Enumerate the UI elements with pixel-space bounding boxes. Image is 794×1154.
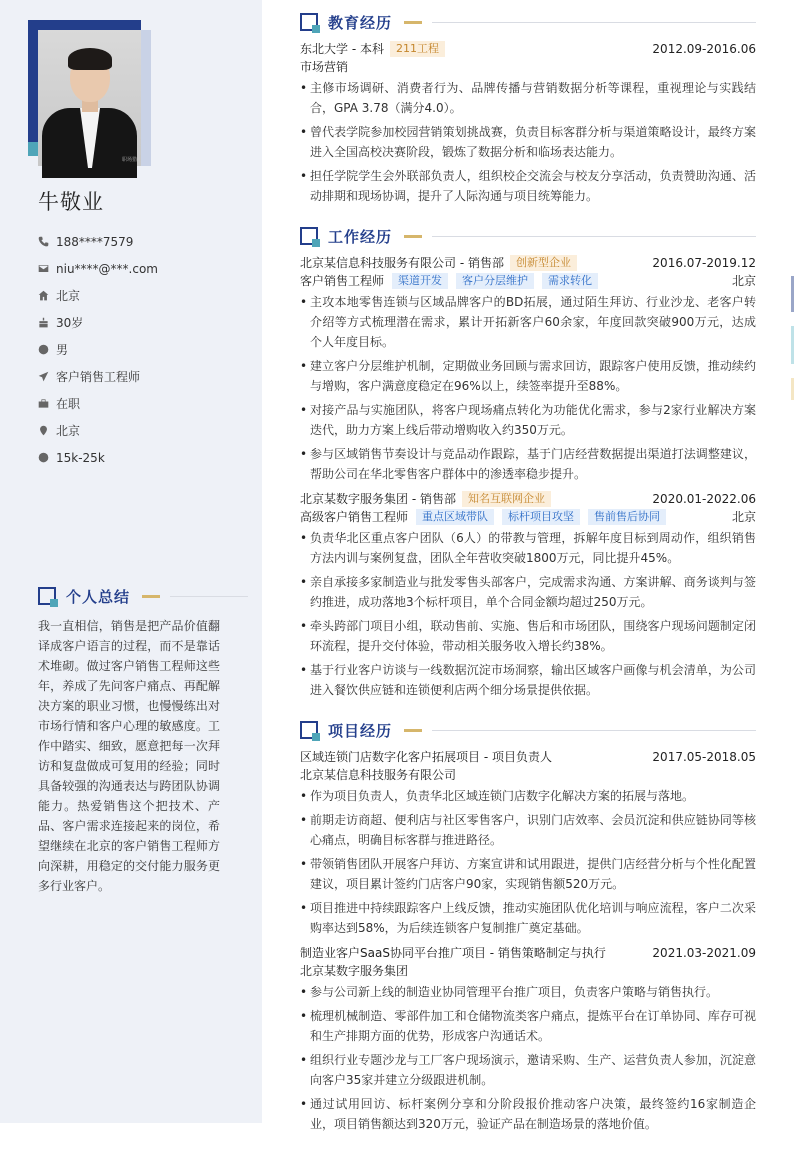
home-icon <box>38 290 56 301</box>
project-date: 2017.05-2018.05 <box>652 750 756 764</box>
salary-icon <box>38 452 56 463</box>
location-icon <box>38 425 56 436</box>
education-section <box>300 12 756 206</box>
school-name: 东北大学 - 本科 <box>300 42 384 56</box>
job-city: 北京 <box>731 510 756 524</box>
info-phone: 188****7579 <box>38 228 248 255</box>
section-square-icon <box>300 13 318 31</box>
list-item: • 主修市场调研、消费者行为、品牌传播与营销数据分析等课程，重视理论与实践结合，GPA 3.78（满分4.0）。 <box>300 78 756 118</box>
gender-icon <box>38 344 56 355</box>
list-item: • 参与区域销售节奏设计与竞品动作跟踪，基于门店经营数据提出渠道打法调整建议，帮助公司在华北零售客户群体中的渗透率稳步提升。 <box>300 444 756 484</box>
section-square-icon <box>300 227 318 245</box>
project-bullets <box>300 982 756 1134</box>
list-item: • 曾代表学院参加校园营销策划挑战赛，负责目标客群分析与渠道策略设计，最终方案进入全国高校决赛阶段，锻炼了数据分析和临场表达能力。 <box>300 122 756 162</box>
skill-tag: 重点区域带队 <box>416 509 494 525</box>
project-org: 北京某信息科技服务有限公司 <box>300 768 457 782</box>
info-status: 在职 <box>38 390 248 417</box>
section-divider <box>432 236 756 237</box>
list-item: • 担任学院学生会外联部负责人，组织校企交流会与校友分享活动，负责赞助沟通、活动排期和现场协调，提升了人际沟通与项目统筹能力。 <box>300 166 756 206</box>
skill-tag: 渠道开发 <box>392 273 448 289</box>
list-item: • 带领销售团队开展客户拜访、方案宣讲和试用跟进，提供门店经营分析与个性化配置建议，项目累计签约门店客户90家，实现销售额520万元。 <box>300 854 756 894</box>
project-name: 区域连锁门店数字化客户拓展项目 - 项目负责人 <box>300 750 552 764</box>
sidebar <box>0 0 262 1123</box>
skill-tag: 客户分层维护 <box>456 273 534 289</box>
list-item: • 通过试用回访、标杆案例分享和分阶段报价推动客户决策，最终签约16家制造企业，项目销售额达到320万元，验证产品在制造场景的落地价值。 <box>300 1094 756 1134</box>
project-name: 制造业客户SaaS协同平台推广项目 - 销售策略制定与执行 <box>300 946 606 960</box>
section-title: 教育经历 <box>328 13 393 32</box>
major: 市场营销 <box>300 60 349 74</box>
list-item: • 亲自承接多家制造业与批发零售头部客户，完成需求沟通、方案讲解、商务谈判与签约推进，成功落地3个标杆项目，单个合同金额均超过250万元。 <box>300 572 756 612</box>
photo-watermark: 职场猎 <box>121 157 137 163</box>
section-gold-bar <box>404 21 422 24</box>
list-item: • 主攻本地零售连锁与区域品牌客户的BD拓展，通过陌生拜访、行业沙龙、老客户转介绍等方式梳理潜在需求，累计开拓新客户60余家，年度回款突破900万元，达成个人年度目标。 <box>300 292 756 352</box>
education-bullets <box>300 78 756 206</box>
company-name: 北京某数字服务集团 - 销售部 <box>300 492 456 506</box>
section-square-icon <box>38 587 56 605</box>
work-date: 2020.01-2022.06 <box>652 492 756 506</box>
work-bullets <box>300 528 756 700</box>
info-email: niu****@***.com <box>38 255 248 282</box>
info-home: 北京 <box>38 282 248 309</box>
phone-icon <box>38 236 56 247</box>
list-item: • 梳理机械制造、零部件加工和仓储物流类客户痛点，提炼平台在订单协同、库存可视和生产排期方面的优势，形成客户沟通话术。 <box>300 1006 756 1046</box>
section-gold-bar <box>142 595 160 598</box>
list-item: • 基于行业客户访谈与一线数据沉淀市场洞察，输出区域客户画像与机会清单，为公司进入餐饮供应链和连锁便利店两个细分场景提供依据。 <box>300 660 756 700</box>
education-section-header <box>300 12 756 32</box>
company-tag: 创新型企业 <box>510 255 577 271</box>
send-icon <box>38 371 56 382</box>
project-section <box>300 720 756 1134</box>
list-item: • 前期走访商超、便利店与社区零售客户，识别门店效率、会员沉淀和供应链协同等核心痛点，明确目标客群与推进路径。 <box>300 810 756 850</box>
company-tag: 知名互联网企业 <box>462 491 551 507</box>
list-item: • 参与公司新上线的制造业协同管理平台推广项目，负责客户策略与销售执行。 <box>300 982 756 1002</box>
info-age: 30岁 <box>38 309 248 336</box>
education-date: 2012.09-2016.06 <box>652 42 756 56</box>
summary-text: 我一直相信，销售是把产品价值翻译成客户语言的过程，而不是靠话术堆砌。做过客户销售工程师这些年，养成了先问客户痛点、再配解决方案的职业习惯，也慢慢练出对市场行情和客户心理的敏感度。工作中踏实、细致，愿意把每一次拜访和复盘做成可复用的经验；同时具备较强的沟通表达与跨团队协调能力。热爱销售这个把技术、产品、客户需求连接起来的岗位，希望继续在北京的客户销售工程师方向深耕，用稳定的交付能力服务更多行业客户。 <box>38 619 220 893</box>
work-entry <box>300 254 756 484</box>
skill-tag: 需求转化 <box>542 273 598 289</box>
project-org: 北京某数字服务集团 <box>300 964 409 978</box>
section-divider <box>170 596 248 597</box>
company-name: 北京某信息科技服务有限公司 - 销售部 <box>300 256 504 270</box>
section-gold-bar <box>404 729 422 732</box>
section-divider <box>432 22 756 23</box>
edge-marks <box>790 276 794 400</box>
list-item: • 组织行业专题沙龙与工厂客户现场演示，邀请采购、生产、运营负责人参加，沉淀意向客户35家并建立分级跟进机制。 <box>300 1050 756 1090</box>
project-bullets <box>300 786 756 938</box>
list-item: • 负责华北区重点客户团队（6人）的带教与管理，拆解年度目标到周动作，组织销售方法内训与案例复盘，团队全年营收突破1800万元，同比提升45%。 <box>300 528 756 568</box>
skill-tag: 标杆项目攻坚 <box>502 509 580 525</box>
skill-tag: 售前售后协同 <box>588 509 666 525</box>
work-section-header <box>300 226 756 246</box>
section-square-icon <box>300 721 318 739</box>
project-entry <box>300 944 756 1134</box>
list-item: • 建立客户分层维护机制，定期做业务回顾与需求回访，跟踪客户使用反馈，推动续约与增购，客户满意度稳定在96%以上，续签率提升至88%。 <box>300 356 756 396</box>
section-divider <box>432 730 756 731</box>
summary-section-header <box>38 586 248 606</box>
project-entry <box>300 748 756 938</box>
section-title: 工作经历 <box>328 227 393 246</box>
info-position: 客户销售工程师 <box>38 363 248 390</box>
job-city: 北京 <box>731 274 756 288</box>
section-title: 项目经历 <box>328 721 393 740</box>
project-section-header <box>300 720 756 740</box>
job-role: 客户销售工程师 <box>300 274 385 288</box>
section-gold-bar <box>404 235 422 238</box>
avatar <box>38 30 141 166</box>
list-item: • 作为项目负责人，负责华北区域连锁门店数字化解决方案的拓展与落地。 <box>300 786 756 806</box>
briefcase-icon <box>38 398 56 409</box>
work-bullets <box>300 292 756 484</box>
school-tag: 211工程 <box>390 41 445 57</box>
education-entry-header <box>300 40 756 58</box>
work-entry <box>300 490 756 700</box>
candidate-name: 牛敬业 <box>38 190 104 214</box>
work-section <box>300 226 756 700</box>
job-role: 高级客户销售工程师 <box>300 510 409 524</box>
work-date: 2016.07-2019.12 <box>652 256 756 270</box>
info-gender: 男 <box>38 336 248 363</box>
photo-corner-accent <box>28 142 38 156</box>
contact-info <box>38 228 248 471</box>
mail-icon <box>38 263 56 274</box>
info-salary: 15k-25k <box>38 444 248 471</box>
list-item: • 牵头跨部门项目小组，联动售前、实施、售后和市场团队，围绕客户现场问题制定闭环流程，提升交付体验，带动相关服务收入增长约38%。 <box>300 616 756 656</box>
section-title: 个人总结 <box>66 587 131 606</box>
list-item: • 对接产品与实施团队，将客户现场痛点转化为功能优化需求，参与2家行业解决方案迭代，助力方案上线后带动增购收入约350万元。 <box>300 400 756 440</box>
list-item: • 项目推进中持续跟踪客户上线反馈，推动实施团队优化培训与响应流程，客户二次采购率达到58%，为后续连锁客户复制推广奠定基础。 <box>300 898 756 938</box>
cake-icon <box>38 317 56 328</box>
info-location: 北京 <box>38 417 248 444</box>
project-date: 2021.03-2021.09 <box>652 946 756 960</box>
main-content <box>300 12 756 1154</box>
